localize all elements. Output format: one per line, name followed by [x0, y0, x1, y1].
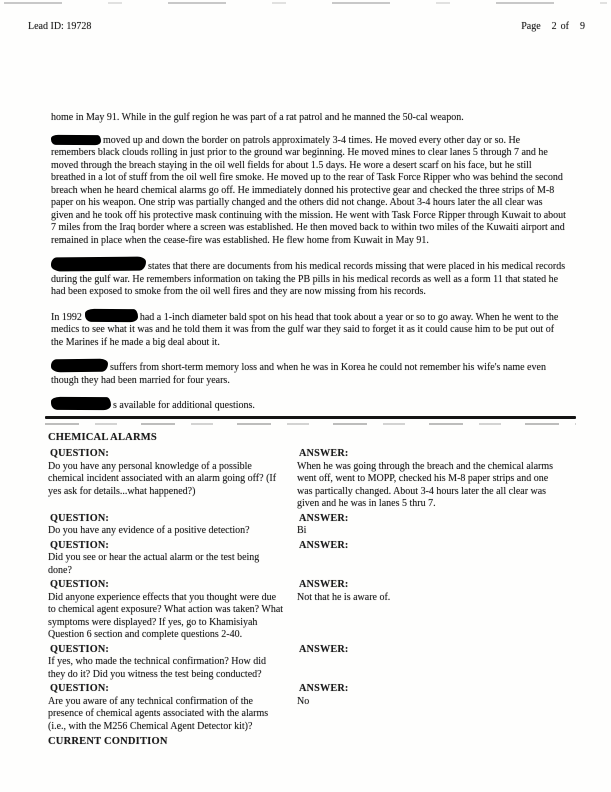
answer-cell	[297, 683, 576, 733]
answer-text: No	[297, 695, 310, 707]
answer-text: Bi	[297, 525, 307, 536]
narrative	[51, 112, 567, 423]
page-header	[28, 21, 585, 32]
answer-label: ANSWER:	[299, 579, 349, 590]
question-text: Do you have any personal knowledge of a possible chemical incident associated with an alarm going off? (If yes ask for details...what happened?)	[48, 460, 277, 497]
paragraph-text: home in May 91. While in the gulf region he was part of a rat patrol and he manned the 50-cal weapon.	[51, 112, 464, 123]
answer-cell	[297, 513, 576, 538]
question-label: QUESTION:	[50, 643, 109, 655]
answer-label: ANSWER:	[299, 643, 349, 655]
question-label: QUESTION:	[50, 683, 109, 694]
paragraph-text: s available for additional questions.	[113, 400, 255, 411]
question-label: QUESTION:	[50, 448, 109, 459]
question-cell	[48, 513, 297, 538]
paragraph-text: suffers from short-term memory loss and when he was in Korea he could not remember his wife's name even though they had been married for four years.	[51, 362, 546, 386]
narrative-paragraph	[51, 135, 567, 248]
question-text: Did you see or hear the actual alarm or the test being done?	[48, 552, 260, 576]
redaction-bar	[85, 308, 138, 321]
section-title: CHEMICAL ALARMS	[48, 431, 157, 443]
question-label: QUESTION:	[50, 512, 109, 524]
answer-text: When he was going through the breach and the chemical alarms went off, went to MOPP, checked his M-8 paper strips and one was partically changed. About 3-4 hours later the all clear was given and he was in lanes 5 thru 7.	[297, 460, 554, 509]
qa-rows	[48, 448, 576, 733]
qa-section	[45, 416, 576, 749]
qa-row	[48, 513, 576, 538]
answer-label: ANSWER:	[299, 448, 349, 459]
qa-row	[48, 540, 576, 578]
section-divider	[45, 416, 576, 419]
next-section-title: CURRENT CONDITION	[48, 736, 168, 747]
question-cell	[48, 540, 297, 578]
lead-id-label: Lead ID: 19728	[28, 21, 92, 32]
question-text: Do you have any evidence of a positive detection?	[48, 525, 250, 536]
redaction-bar	[51, 134, 101, 144]
page-total: 9	[580, 21, 585, 32]
qa-row	[48, 448, 576, 511]
answer-label: ANSWER:	[299, 683, 349, 694]
answer-text: Not that he is aware of.	[297, 591, 391, 603]
paragraph-prefix: In 1992	[51, 311, 82, 323]
qa-row	[48, 683, 576, 733]
redaction-bar	[51, 359, 108, 373]
paragraph-text: moved up and down the border on patrols approximately 3-4 times. He moved every other day or so. He remembers black clouds rolling in just prior to the ground war beginning. He moved mines to clear lanes 5 through 7 and he moved through the breach staying in the oil well fields for about 1.5 days. He wore a desert scarf on his face, but he still breathed in a lot of stuff from the oil well fire smoke. He moved up to the rear of Task Force Ripper who was behind the second breach when he heard chemical alarms go off. He immediately donned his protective gear and checked the three strips of M-8 paper on his weapon. One strip was partially changed and the others did not change. About 3-4 hours later the all clear was given and he took off his protective mask continuing with the mission. He went with Task Force Ripper through Kuwait to about 7 miles from the Iraq border where a screen was established. He then moved back to within two miles of the Kuwaiti airport and remained in place when the cease-fire was established. He flew home from Kuwait in May 91.	[51, 134, 566, 246]
qa-row	[48, 579, 576, 642]
narrative-paragraph	[51, 309, 567, 350]
narrative-paragraph	[51, 397, 567, 413]
redaction-bar	[51, 397, 111, 410]
answer-cell	[297, 579, 576, 642]
qa-row	[48, 644, 576, 682]
question-cell	[48, 579, 297, 642]
narrative-paragraph	[51, 257, 567, 299]
scan-artifact	[4, 2, 607, 4]
question-cell	[48, 683, 297, 733]
narrative-paragraph	[51, 112, 567, 125]
answer-label: ANSWER:	[299, 512, 349, 524]
question-text: If yes, who made the technical confirmation? How did they do it? Did you witness the test being conducted?	[48, 656, 266, 680]
answer-cell	[297, 540, 576, 578]
question-cell	[48, 644, 297, 682]
answer-label: ANSWER:	[299, 539, 349, 551]
page-number	[521, 21, 585, 32]
page-current: 2	[551, 21, 557, 32]
page-word: Page	[521, 21, 541, 32]
page-of-word: of	[560, 21, 569, 32]
redaction-bar	[51, 257, 146, 272]
paragraph-text: states that there are documents from his medical records missing that were placed in his medical records during the gulf war. He remembers information on taking the PB pills in his medical records as well as a form 11 that stated he had been exposed to smoke from the oil well fires and they are now missing from his records.	[51, 261, 566, 297]
question-text: Are you aware of any technical confirmation of the presence of chemical agents associated with the alarms (i.e., with the M256 Chemical Agent Detector kit)?	[48, 695, 269, 732]
answer-cell	[297, 448, 576, 511]
question-text: Did anyone experience effects that you thought were due to chemical agent exposure? What action was taken? What symptoms were displayed? If yes, go to Khamisiyah Question 6 section and complete questions 2-40.	[48, 591, 284, 640]
narrative-paragraph	[51, 359, 567, 387]
question-cell	[48, 448, 297, 511]
answer-cell	[297, 644, 576, 682]
scan-artifact	[45, 423, 576, 425]
paragraph-text: had a 1-inch diameter bald spot on his head that took about a year or so to go away. When he went to the medics to see what it was and he told them it was from the gulf war they said to forget it as it could cause him to be put out of the Marines if he made a big deal about it.	[51, 311, 559, 348]
question-label: QUESTION:	[50, 539, 109, 551]
question-label: QUESTION:	[50, 579, 109, 590]
